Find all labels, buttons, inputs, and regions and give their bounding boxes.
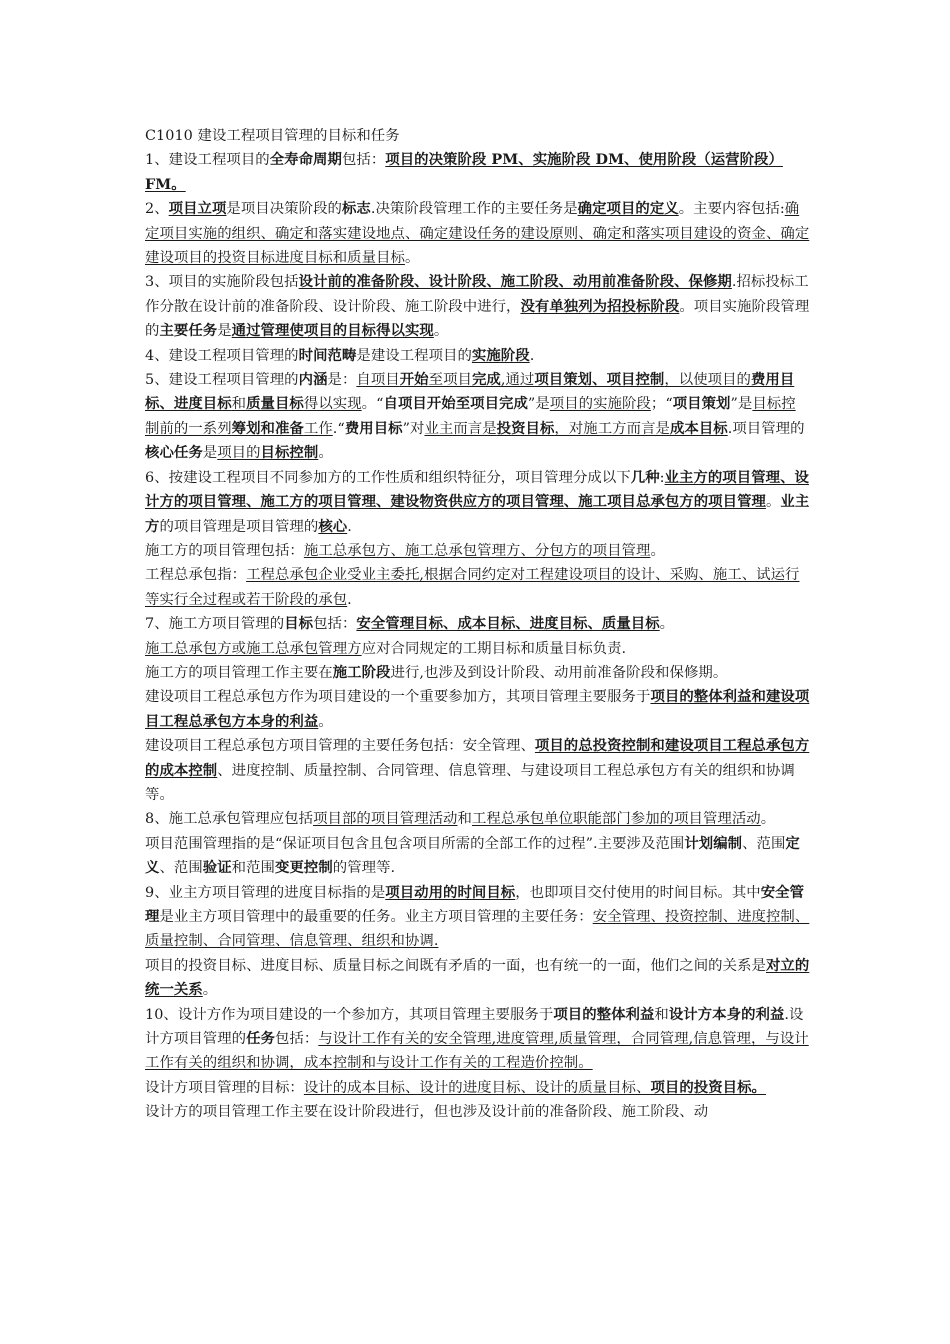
text-run: 目标控制: [260, 444, 319, 462]
text-run: 标志: [341, 200, 371, 218]
text-run: ，对施工方而言是: [554, 420, 670, 437]
text-run: 内涵: [298, 371, 328, 389]
text-run: ，也即项目交付使用的时间目标。其中: [515, 884, 761, 901]
bold-run: [670, 420, 728, 437]
text-run: 施工阶段: [332, 663, 391, 681]
text-run: .: [529, 347, 535, 364]
text-run: 定义: [145, 834, 800, 877]
text-run: 和: [231, 396, 247, 413]
text-run: ；“: [650, 396, 673, 413]
text-run: 1、建设工程项目的: [145, 152, 270, 169]
text-run: .决策阶段管理工作的主要任务是: [370, 201, 578, 218]
underlined-run: [520, 299, 679, 315]
text-run: 设计方的项目管理工作主要在设计阶段进行，但也涉及设计前的准备阶段、施工阶段、动: [145, 1104, 709, 1121]
paragraph: [145, 148, 810, 197]
paragraph: [145, 612, 810, 636]
bold-run: [345, 420, 403, 437]
paragraph: [145, 539, 810, 563]
text-run: 项目的实施阶段: [549, 396, 651, 413]
text-run: 费用目标、进度目标: [145, 371, 795, 413]
text-run: 业主方: [145, 493, 810, 535]
bold-run: [246, 1030, 275, 1047]
bold-run: [472, 371, 501, 388]
text-run: 7、施工方项目管理的: [145, 616, 285, 633]
text-run: 项目策划、项目控制: [534, 371, 665, 389]
bold-run: [299, 347, 357, 364]
paragraph: [145, 881, 810, 954]
text-run: 安全管理目标、成本目标、进度目标、质量目标: [356, 615, 660, 633]
text-run: 筹划和准备: [231, 419, 304, 437]
paragraph: [145, 954, 810, 1003]
bold-run: [232, 420, 304, 437]
text-run: 10、设计方作为项目建设的一个参加方，其项目管理主要服务于: [145, 1006, 554, 1023]
underlined-run: [534, 372, 664, 388]
text-run: :: [659, 469, 665, 486]
document-title: C1010 建设工程项目管理的目标和任务: [145, 128, 400, 144]
text-run: 建设项目工程总承包方项目管理的主要任务包括：安全管理、: [145, 738, 535, 755]
text-run: .设计方项目管理的: [145, 1006, 804, 1048]
text-run: 3、项目的实施阶段包括: [145, 274, 299, 291]
underlined-run: [472, 372, 501, 388]
text-run: 。项目实施阶段管理的: [145, 298, 810, 340]
text-run: 是建设工程项目的: [356, 347, 472, 364]
text-run: ，以使项目的: [664, 372, 751, 389]
text-run: 项目部的项目管理活动: [313, 811, 458, 828]
text-run: 。: [318, 713, 333, 730]
bold-run: [356, 615, 659, 632]
text-run: 、范围: [742, 835, 786, 852]
text-run: 和: [457, 811, 472, 828]
text-run: 和: [654, 1006, 669, 1023]
text-run: 至项目: [428, 372, 472, 389]
text-run: 项目的投资目标。: [650, 1078, 766, 1096]
bold-run: [497, 420, 555, 437]
text-run: 成本目标: [669, 419, 728, 437]
text-run: 施工方的项目管理工作主要在: [145, 664, 333, 681]
text-run: 目标控制前的一系列: [145, 396, 796, 437]
bold-run: [472, 347, 530, 364]
text-run: ”是: [730, 396, 753, 413]
underlined-run: [385, 885, 515, 901]
text-run: 业主而言是: [424, 420, 497, 437]
text-run: 包括：: [274, 1031, 319, 1048]
text-run: 安全管理、投资控制、进度控制、质量控制、合同管理、信息管理、组织和协调.: [145, 909, 810, 950]
paragraph: [145, 466, 810, 539]
bold-run: [553, 1006, 654, 1023]
bold-run: [145, 444, 203, 461]
bold-run: [384, 395, 528, 412]
underlined-run: [356, 616, 659, 632]
text-run: 安全管理: [145, 883, 805, 925]
bold-run: [246, 395, 304, 412]
bold-run: [385, 884, 515, 901]
text-run: 的项目管理是项目管理的: [159, 518, 319, 535]
text-run: 项目的总投资控制和建设项目工程总承包方的成本控制: [145, 737, 810, 779]
text-run: 确定项目的定义: [577, 200, 679, 218]
text-run: 包括：: [341, 152, 386, 169]
paragraph: [145, 344, 810, 368]
text-run: 是项目决策阶段的: [226, 201, 342, 218]
bold-run: [631, 469, 660, 486]
paragraph: [145, 685, 810, 734]
paragraph: [145, 734, 810, 807]
text-run: 施工总承包方、施工总承包管理方、分包方的项目管理: [303, 542, 651, 559]
text-run: 是业主方项目管理中的最重要的任务。业主方项目管理的主要任务：: [159, 909, 593, 925]
underlined-run: [497, 421, 555, 437]
bold-run: [232, 322, 434, 339]
paragraph: [145, 637, 810, 661]
paragraph: [145, 563, 810, 612]
text-run: .: [347, 518, 352, 535]
text-run: 工作: [303, 420, 333, 437]
text-run: .“: [332, 420, 345, 437]
text-run: 设计前的准备阶段、设计阶段、施工阶段、动用前准备阶段、保修期: [298, 273, 732, 291]
bold-run: [159, 322, 217, 339]
bold-run: [299, 273, 732, 290]
underlined-run: [650, 1080, 766, 1096]
underlined-run: [299, 274, 732, 290]
text-run: 应对合同规定的工期目标和质量目标负责.: [361, 640, 627, 657]
underlined-run: [550, 396, 651, 412]
underlined-run: [400, 372, 429, 388]
bold-run: [284, 615, 313, 632]
bold-run: [333, 664, 391, 681]
text-run: 。: [650, 542, 665, 559]
underlined-run: [424, 421, 496, 437]
paragraph: [145, 368, 810, 466]
text-run: 完成: [471, 371, 501, 389]
text-run: 工程总承包企业受业主委托,根据合同约定对工程建设项目的设计、采购、施工、试运行等实行全过程或若干阶段的承包: [145, 567, 800, 608]
text-run: 项目范围管理指的是“保证项目包含且包含项目所需的全部工作的过程”.主要涉及范围: [145, 835, 685, 852]
underlined-run: [429, 372, 472, 388]
text-run: 8、施工总承包管理应包括: [145, 811, 314, 828]
paragraph-list: [145, 148, 810, 1124]
text-run: 、范围: [159, 860, 203, 877]
paragraph: [145, 661, 810, 685]
text-run: 施工方的项目管理包括：: [145, 542, 304, 559]
underlined-run: [246, 396, 304, 412]
text-run: 施工总承包方或施工总承包管理方: [145, 640, 362, 657]
text-run: 实施阶段: [471, 346, 530, 364]
paragraph: [145, 270, 810, 343]
text-run: 验证: [202, 859, 232, 877]
text-run: 变更控制: [275, 859, 333, 877]
bold-run: [534, 371, 664, 388]
underlined-run: [261, 445, 319, 461]
text-run: 项目策划: [672, 395, 731, 413]
text-run: 设计方项目管理的目标：: [145, 1079, 304, 1096]
bold-run: [299, 371, 328, 388]
text-run: 设计的成本目标、设计的进度目标、设计的质量目标、: [303, 1079, 651, 1096]
document-body: [145, 124, 810, 1125]
underlined-run: [232, 323, 434, 339]
bold-run: [169, 200, 227, 217]
underlined-run: [578, 201, 679, 217]
text-run: 工程总承包指：: [145, 567, 247, 584]
paragraph: [145, 1076, 810, 1100]
text-run: 目标: [284, 615, 314, 633]
bold-run: [261, 444, 319, 461]
text-run: 确定项目实施的组织、确定和落实建设地点、确定建设任务的建设原则、确定和落实项目建设的资金、确定建设项目的投资目标进度目标和质量目标: [145, 201, 810, 267]
text-run: 业主方的项目管理、设计方的项目管理、施工方的项目管理、建设物资供应方的项目管理、施工项目总承包方的项目管理: [145, 468, 809, 511]
text-run: .招标投标工作分散在设计前的准备阶段、设计阶段、施工阶段中进行，: [145, 274, 809, 315]
text-run: 。: [659, 616, 675, 633]
text-run: ,通过: [500, 372, 535, 389]
text-run: 、进度控制、质量控制、合同管理、信息管理、与建设项目工程总承包方有关的组织和协调等。: [145, 762, 795, 803]
text-run: 9、业主方项目管理的进度目标指的是: [145, 884, 386, 901]
paragraph: [145, 1003, 810, 1076]
text-run: 。: [404, 250, 420, 267]
text-run: 开始: [399, 371, 429, 389]
paragraph: [145, 1100, 810, 1124]
text-run: 时间范畴: [298, 346, 357, 364]
text-run: 工程总承包单位职能部门参加的项目管理活动: [471, 811, 761, 828]
paragraph: [145, 197, 810, 270]
text-run: 自项目: [356, 372, 400, 389]
text-run: 核心任务: [145, 444, 203, 462]
text-run: 费用目标: [344, 419, 403, 437]
text-run: 得以实现: [303, 396, 362, 413]
underlined-run: [304, 1080, 651, 1096]
text-run: 任务: [246, 1030, 275, 1048]
text-run: 自项目开始至项目完成: [383, 395, 528, 413]
text-run: 。“: [361, 396, 384, 413]
bold-run: [270, 151, 342, 168]
text-run: .项目管理的: [727, 420, 805, 437]
text-run: 的管理等.: [332, 860, 396, 877]
text-run: 2、: [145, 201, 169, 218]
bold-run: [520, 298, 679, 315]
text-run: 项目的整体利益: [553, 1005, 655, 1023]
underlined-run: [664, 372, 751, 388]
text-run: 项目立项: [168, 200, 227, 218]
bold-run: [684, 835, 742, 852]
text-run: 项目的: [217, 445, 261, 462]
underlined-run: [232, 396, 246, 412]
text-run: 设计方本身的利益: [668, 1005, 785, 1023]
underlined-run: [472, 348, 530, 364]
text-run: .: [347, 591, 352, 608]
text-run: 与设计工作有关的安全管理,进度管理,质量管理，合同管理,信息管理，与设计工作有关的组织和协调，成本控制和与设计工作有关的工程造价控制。: [145, 1031, 809, 1072]
text-run: 主要任务: [159, 322, 218, 340]
text-run: 。: [433, 323, 449, 340]
text-run: 是: [202, 445, 218, 462]
text-run: 投资目标: [496, 419, 555, 437]
underlined-run: [169, 201, 227, 217]
text-run: 质量目标: [246, 395, 304, 413]
text-run: 项目的决策阶段 PM、实施阶段 DM、使用阶段（运营阶段）FM。: [145, 151, 783, 193]
underlined-run: [217, 445, 260, 461]
text-run: 。: [318, 445, 333, 462]
text-run: 没有单独列为招投标阶段: [520, 297, 680, 315]
text-run: 项目的整体利益和建设项目工程总承包方本身的利益: [145, 688, 810, 730]
text-run: 计划编制: [684, 834, 743, 852]
text-run: 。: [760, 811, 776, 828]
underlined-run: [472, 811, 761, 827]
text-run: 是: [217, 323, 232, 340]
bold-run: [669, 1006, 785, 1023]
underlined-run: [554, 421, 670, 437]
bold-run: [400, 371, 429, 388]
underlined-run: [318, 519, 347, 535]
bold-run: [673, 395, 731, 412]
bold-run: [318, 518, 347, 535]
text-run: 进行,也涉及到设计阶段、动用前准备阶段和保修期。: [390, 664, 728, 681]
underlined-run: [313, 811, 457, 827]
text-run: 项目动用的时间目标: [385, 883, 516, 901]
text-run: 通过管理使项目的目标得以实现: [231, 322, 434, 340]
underlined-run: [304, 543, 651, 559]
bold-run: [275, 859, 333, 876]
text-run: 全寿命周期: [269, 151, 342, 169]
text-run: 是：: [327, 372, 357, 389]
underlined-run: [304, 396, 362, 412]
text-run: 。: [765, 494, 781, 511]
text-run: 和范围: [231, 860, 275, 877]
bold-run: [578, 200, 679, 217]
text-run: 4、建设工程项目管理的: [145, 347, 299, 364]
paragraph: [145, 832, 810, 881]
text-run: 几种: [630, 468, 660, 486]
text-run: 。主要内容包括:: [678, 201, 785, 218]
bold-run: [650, 1079, 766, 1096]
text-run: 建设项目工程总承包方作为项目建设的一个重要参加方，其项目管理主要服务于: [145, 689, 651, 706]
underlined-run: [145, 641, 362, 657]
text-run: ”是: [527, 396, 550, 413]
text-run: ”对: [402, 420, 425, 437]
text-run: 核心: [318, 517, 348, 535]
paragraph: [145, 807, 810, 831]
underlined-run: [356, 372, 399, 388]
text-run: 包括：: [313, 616, 357, 633]
underlined-run: [670, 421, 728, 437]
text-run: 6、按建设工程项目不同参加方的工作性质和组织特征分，项目管理分成以下: [145, 469, 631, 486]
bold-run: [203, 859, 232, 876]
text-run: 对立的统一关系: [145, 956, 810, 999]
text-run: 5、建设工程项目管理的: [145, 372, 299, 389]
underlined-run: [304, 421, 333, 437]
underlined-run: [232, 421, 304, 437]
underlined-run: [501, 372, 535, 388]
text-run: 。: [202, 982, 218, 999]
text-run: 项目的投资目标、进度目标、质量目标之间既有矛盾的一面，也有统一的一面，他们之间的关系是: [145, 957, 766, 974]
bold-run: [342, 200, 371, 217]
